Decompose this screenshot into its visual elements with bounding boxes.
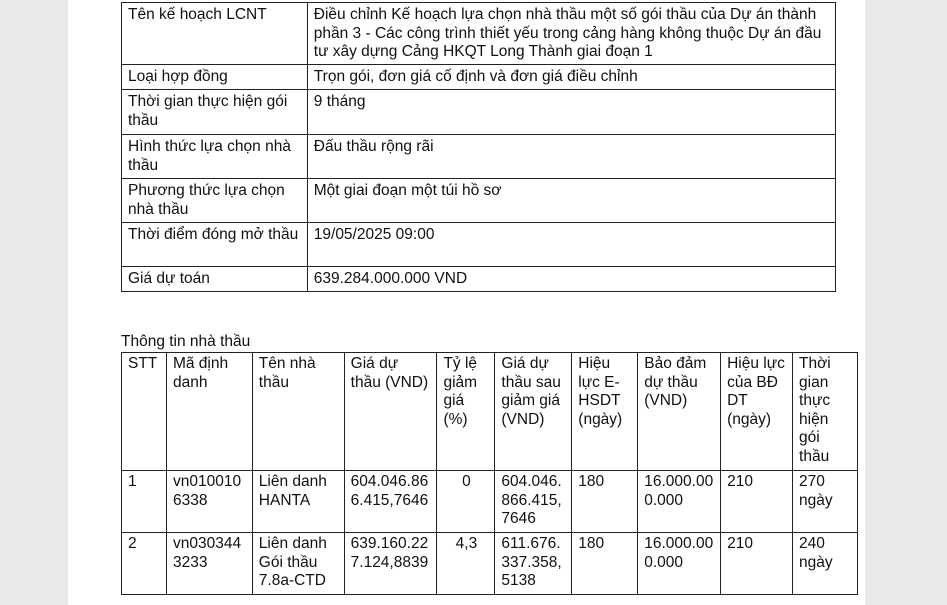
cell-validity: 180 — [572, 533, 638, 595]
cell-id: vn0100106338 — [166, 471, 252, 533]
info-row — [122, 135, 836, 179]
info-value: 19/05/2025 09:00 — [307, 223, 835, 267]
bidder-section-title: Thông tin nhà thầu — [121, 333, 251, 350]
package-info-table — [121, 2, 836, 292]
cell-price-after-discount: 604.046.866.415,7646 — [495, 471, 572, 533]
info-row — [122, 179, 836, 223]
document-page — [68, 0, 865, 605]
info-value: 9 tháng — [307, 90, 835, 135]
bidder-header-row — [122, 353, 858, 471]
table-row — [122, 533, 858, 595]
cell-validity: 180 — [572, 471, 638, 533]
info-label: Loại hợp đồng — [122, 65, 308, 90]
column-header: Thời gian thực hiện gói thầu — [793, 353, 858, 471]
info-row — [122, 65, 836, 90]
info-label: Tên kế hoạch LCNT — [122, 3, 308, 65]
cell-discount: 4,3 — [437, 533, 495, 595]
info-row — [122, 223, 836, 267]
cell-stt: 2 — [122, 533, 167, 595]
cell-discount: 0 — [437, 471, 495, 533]
bidder-table — [121, 352, 858, 595]
cell-guarantee: 16.000.000.000 — [638, 533, 721, 595]
info-label: Phương thức lựa chọn nhà thầu — [122, 179, 308, 223]
info-label: Thời gian thực hiện gói thầu — [122, 90, 308, 135]
cell-guarantee-validity: 210 — [721, 533, 793, 595]
cell-name: Liên danh HANTA — [252, 471, 344, 533]
info-value: Trọn gói, đơn giá cố định và đơn giá điều chỉnh — [307, 65, 835, 90]
column-header: Hiệu lực E-HSDT (ngày) — [572, 353, 638, 471]
info-label: Thời điểm đóng mở thầu — [122, 223, 308, 267]
cell-price-after-discount: 611.676.337.358,5138 — [495, 533, 572, 595]
column-header: Giá dự thầu (VND) — [344, 353, 437, 471]
column-header: Bảo đảm dự thầu (VND) — [638, 353, 721, 471]
cell-guarantee: 16.000.000.000 — [638, 471, 721, 533]
column-header: Hiệu lực của BĐ DT (ngày) — [721, 353, 793, 471]
column-header: Mã định danh — [166, 353, 252, 471]
info-value: Một giai đoạn một túi hồ sơ — [307, 179, 835, 223]
column-header: Giá dự thầu sau giảm giá (VND) — [495, 353, 572, 471]
cell-guarantee-validity: 210 — [721, 471, 793, 533]
cell-bid-price: 604.046.866.415,7646 — [344, 471, 437, 533]
cell-stt: 1 — [122, 471, 167, 533]
info-value: Điều chỉnh Kế hoạch lựa chọn nhà thầu một số gói thầu của Dự án thành phần 3 - Các công trình thiết yếu trong cảng hàng không thuộc Dự án đầu tư xây dựng Cảng HKQT Long Thành giai đoạn 1 — [307, 3, 835, 65]
cell-id: vn0303443233 — [166, 533, 252, 595]
info-row — [122, 3, 836, 65]
cell-duration: 240 ngày — [793, 533, 858, 595]
info-label: Giá dự toán — [122, 267, 308, 292]
column-header: Tên nhà thầu — [252, 353, 344, 471]
info-row — [122, 267, 836, 292]
cell-duration: 270 ngày — [793, 471, 858, 533]
cell-name: Liên danh Gói thầu 7.8a-CTD — [252, 533, 344, 595]
info-value: 639.284.000.000 VND — [307, 267, 835, 292]
column-header: STT — [122, 353, 167, 471]
info-row — [122, 90, 836, 135]
info-label: Hình thức lựa chọn nhà thầu — [122, 135, 308, 179]
table-row — [122, 471, 858, 533]
info-value: Đấu thầu rộng rãi — [307, 135, 835, 179]
cell-bid-price: 639.160.227.124,8839 — [344, 533, 437, 595]
column-header: Tỷ lệ giảm giá (%) — [437, 353, 495, 471]
